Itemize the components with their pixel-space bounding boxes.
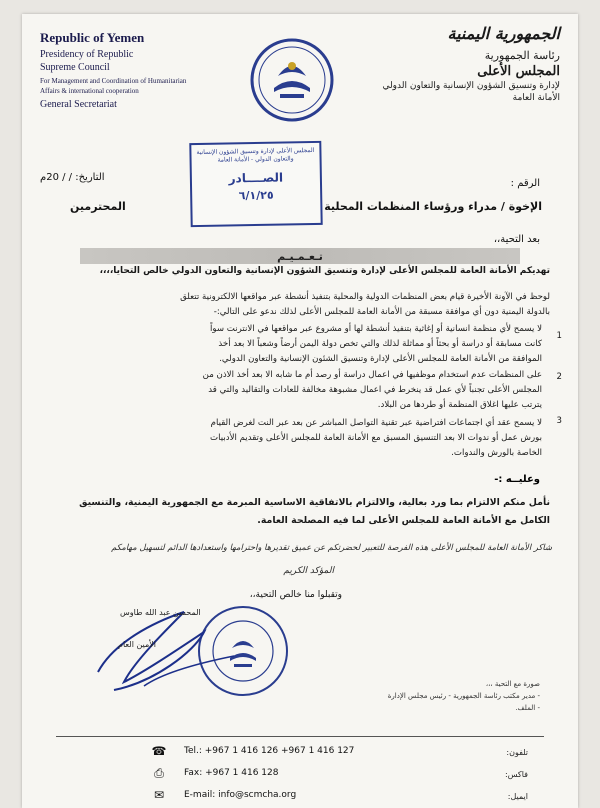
item-1 (62, 322, 542, 367)
council-mandate: For Management and Coordination of Humanitarian (40, 77, 187, 85)
footer-email-ar: ايميل: (507, 792, 528, 801)
incoming-stamp (189, 141, 322, 227)
footer-fax-ar: فاكس: (505, 770, 528, 779)
item-number-1: 1 (556, 331, 562, 341)
recipient-honorific: المحترمين (70, 200, 126, 213)
item-number-3: 3 (556, 416, 562, 426)
item-2-line: على المنظمات عدم استخدام موظفيها في اعمال دراسة أو رصد أم ما شابه الا بعد أخذ الاذن من (202, 370, 542, 380)
department-name-ar: الأمانة العامة (512, 93, 560, 103)
reference-number-label: الرقم : (510, 178, 540, 189)
item-2 (62, 368, 542, 413)
thanks-line: شاكر الأمانة العامة للمجلس الأعلى هذه الفرصة للتعبير لحضرتكم عن عميق تقديرها واحترامها واستعدادها الدائم لتسهيل مهامكم (111, 542, 552, 552)
english-letterhead (40, 30, 200, 110)
accordingly-heading: وعليــه :- (494, 474, 540, 485)
signatory-role: الأمين العام (118, 640, 157, 649)
signatory-name: المحسن عبد الله طاوس (120, 608, 201, 617)
council-name-ar: المجلس الأعلى (477, 64, 560, 79)
country-name: Republic of Yemen (40, 30, 145, 45)
arabic-letterhead (360, 24, 560, 103)
council-name: Supreme Council (40, 62, 110, 73)
intro-paragraph (50, 264, 550, 279)
item-number-2: 2 (556, 372, 562, 382)
item-2-line: المجلس الأعلى تجنباً لأي عمل قد ينخرط في اعمال مشبوهة مخالفة للعادات والتقاليد والتي قد (208, 385, 542, 395)
item-2-line: يترتب عليها اغلاق المنظمة أو طردها من البلاد. (377, 400, 542, 410)
fax-icon: ⎙ (154, 766, 164, 780)
item-3-line: بورش عمل أو ندوات الا بعد التنسيق المسبق مع الأمانة العامة للمجلس الأعلى وتقديم الأدبيات (210, 433, 542, 443)
circular-title: تـعـمـيـم (277, 250, 323, 263)
observation-paragraph (50, 290, 550, 320)
date-label: التاريخ: / / 20م (40, 172, 105, 183)
greeting: بعد التحية،، (493, 234, 540, 245)
recipient-line: الإخوة / مدراء ورؤساء المنظمات المحلية (324, 200, 542, 213)
item-1-line: الموافقة من الأمانة العامة للمجلس الأعلى لإدارة وتنسيق الشئون الإنسانية والتعاون الدولي. (219, 354, 542, 364)
presidency-name-ar: رئاسة الجمهورية (484, 49, 560, 62)
cc-title: صورة مع التحية ،،، (485, 680, 540, 688)
intro-line: تهديكم الأمانة العامة للمجلس الأعلى لإدارة وتنسيق الشؤون الإنسانية والتعاون الدولي خالص التحايا،،،، (99, 266, 550, 276)
paragraph-line: بالدولة اليمنية دون أي موافقة مسبقة من الأمانة العامة للمجلس الأعلى لذلك ندعو على التالي:- (213, 307, 550, 317)
footer-tel: Tel.: +967 1 416 126 +967 1 416 127 (184, 746, 355, 756)
presidency-name: Presidency of Republic (40, 49, 134, 60)
stamp-status: الصــــادر (228, 170, 284, 186)
footer-divider (56, 736, 544, 737)
item-3-line: الخاصة بالورش والندوات. (451, 448, 542, 458)
final-paragraph-line: الكامل مع الأمانة العامة للمجلس الأعلى لما فيه المصلحة العامة. (257, 515, 550, 526)
council-mandate-ar: لإدارة وتنسيق الشؤون الإنسانية والتعاون الدولي (382, 81, 560, 91)
stamp-line-2: والتعاون الدولي - الأمانة العامة (217, 155, 294, 164)
phone-icon: ☎ (151, 744, 167, 758)
country-name-ar: الجمهورية اليمنية (447, 24, 560, 43)
council-logo-icon (250, 38, 334, 122)
council-mandate-2: Affairs & international cooperation (40, 87, 139, 95)
thanks-line-2: المؤكد الكريم (283, 566, 334, 576)
paragraph-line: لوحظ في الآونة الأخيرة قيام بعض المنظمات الدولية والمحلية بتنفيذ أنشطة عبر مواقعها الالكترونية تتعلق (180, 292, 550, 302)
cc-line: - مدير مكتب رئاسة الجمهورية - رئيس مجلس الإدارة (387, 692, 540, 700)
item-3-line: لا يسمح عقد أي اجتماعات افتراضية عبر تقنية التواصل المباشر عن بعد عبر النت لغرض القيام (210, 418, 542, 428)
item-3 (62, 416, 542, 461)
stamp-date: ٦/١/٢٥ (238, 188, 274, 203)
footer-fax: Fax: +967 1 416 128 (184, 768, 279, 778)
item-1-line: كانت مسابقة أو دراسة أو بحثاً أو مماثلة لذلك والتي تخص دولة اليمن أرضاً وشعباً الا بعد أخذ (218, 339, 542, 349)
cc-line: - الملف. (515, 704, 540, 712)
item-1-line: لا يسمح لأي منظمة انسانية أو إغاثية بتنفيذ أنشطة لها أو مشروع عبر مواقعها في الانترنت سواً (210, 324, 542, 334)
email-icon: ✉ (153, 788, 165, 802)
final-paragraph (50, 494, 550, 530)
closing-regards: وتقبلوا منا خالص التحية،، (249, 590, 342, 600)
footer-tel-ar: تلفون: (506, 748, 528, 757)
final-paragraph-line: نأمل منكم الالتزام بما ورد بعالية، والالتزام بالاتفاقية الاساسية المبرمة مع الجمهورية اليمنية، والتنسيق (79, 497, 550, 508)
footer-email: E-mail: info@scmcha.org (184, 790, 297, 800)
department-name: General Secretariat (40, 99, 117, 110)
stamp-line-1: المجلس الأعلى لإدارة وتنسيق الشؤون الإنسانية (196, 146, 315, 157)
